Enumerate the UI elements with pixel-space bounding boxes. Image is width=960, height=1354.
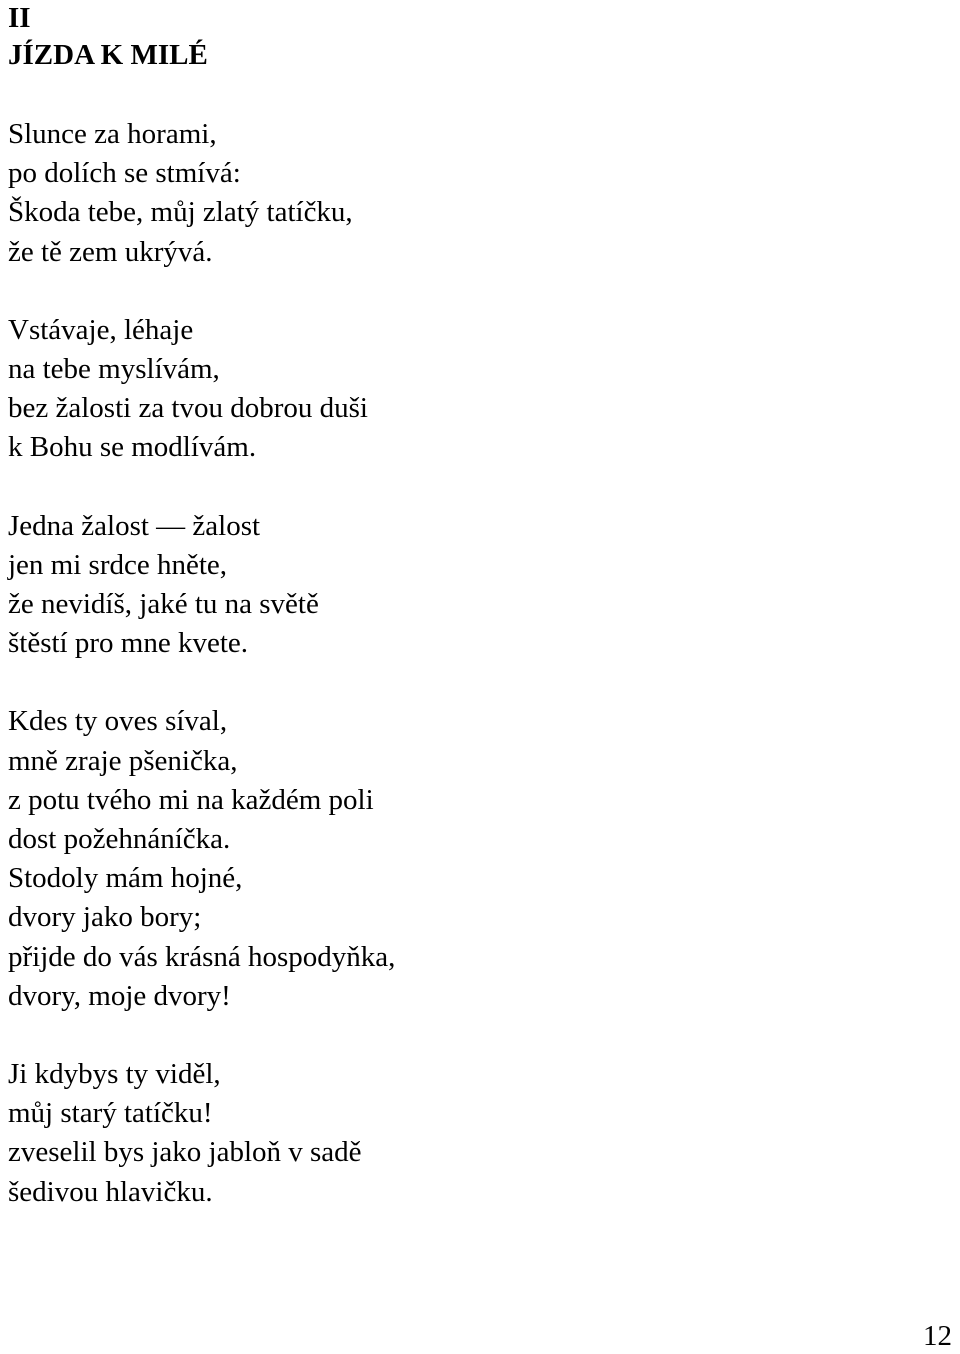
poem-line: Slunce za horami, <box>8 118 217 150</box>
poem-line: že tě zem ukrývá. <box>8 235 213 268</box>
stanza-3 <box>8 507 948 664</box>
poem-line: štěstí pro mne kvete. <box>8 627 249 660</box>
poem-line: mně zraje pšenička, <box>8 744 238 777</box>
poem-line: k Bohu se modlívám. <box>8 431 257 464</box>
document-page <box>8 0 948 1251</box>
poem-title: JÍZDA K MILÉ <box>8 39 208 71</box>
poem-line: z potu tvého mi na každém poli <box>8 783 374 816</box>
poem-body <box>8 115 948 1212</box>
poem-line: šedivou hlavičku. <box>8 1175 213 1208</box>
stanza-4 <box>8 702 948 1016</box>
poem-line: můj starý tatíčku! <box>8 1097 213 1130</box>
poem-line: dvory jako bory; <box>8 901 202 934</box>
poem-line: že nevidíš, jaké tu na světě <box>8 588 319 621</box>
poem-line: zveselil bys jako jabloň v sadě <box>8 1136 362 1169</box>
poem-line: po dolích se stmívá: <box>8 157 241 190</box>
stanza-5 <box>8 1055 948 1212</box>
poem-line: Vstávaje, léhaje <box>8 313 194 346</box>
chapter-heading <box>8 0 948 74</box>
poem-line: Kdes ty oves síval, <box>8 705 228 738</box>
stanza-2 <box>8 311 948 468</box>
poem-line: dvory, moje dvory! <box>8 979 231 1012</box>
poem-line: na tebe myslívám, <box>8 353 220 386</box>
poem-line: bez žalosti za tvou dobrou duši <box>8 392 368 425</box>
poem-line: dost požehnáníčka. <box>8 823 231 856</box>
poem-line: jen mi srdce hněte, <box>8 548 228 581</box>
poem-line: přijde do vás krásná hospodyňka, <box>8 940 396 973</box>
chapter-number: II <box>8 2 31 34</box>
poem-line: Jedna žalost — žalost <box>8 509 261 542</box>
stanza-1 <box>8 115 948 272</box>
poem-line: Ji kdybys ty viděl, <box>8 1058 221 1091</box>
poem-line: Škoda tebe, můj zlatý tatíčku, <box>8 196 353 229</box>
poem-line: Stodoly mám hojné, <box>8 862 243 895</box>
page-number: 12 <box>923 1320 952 1352</box>
